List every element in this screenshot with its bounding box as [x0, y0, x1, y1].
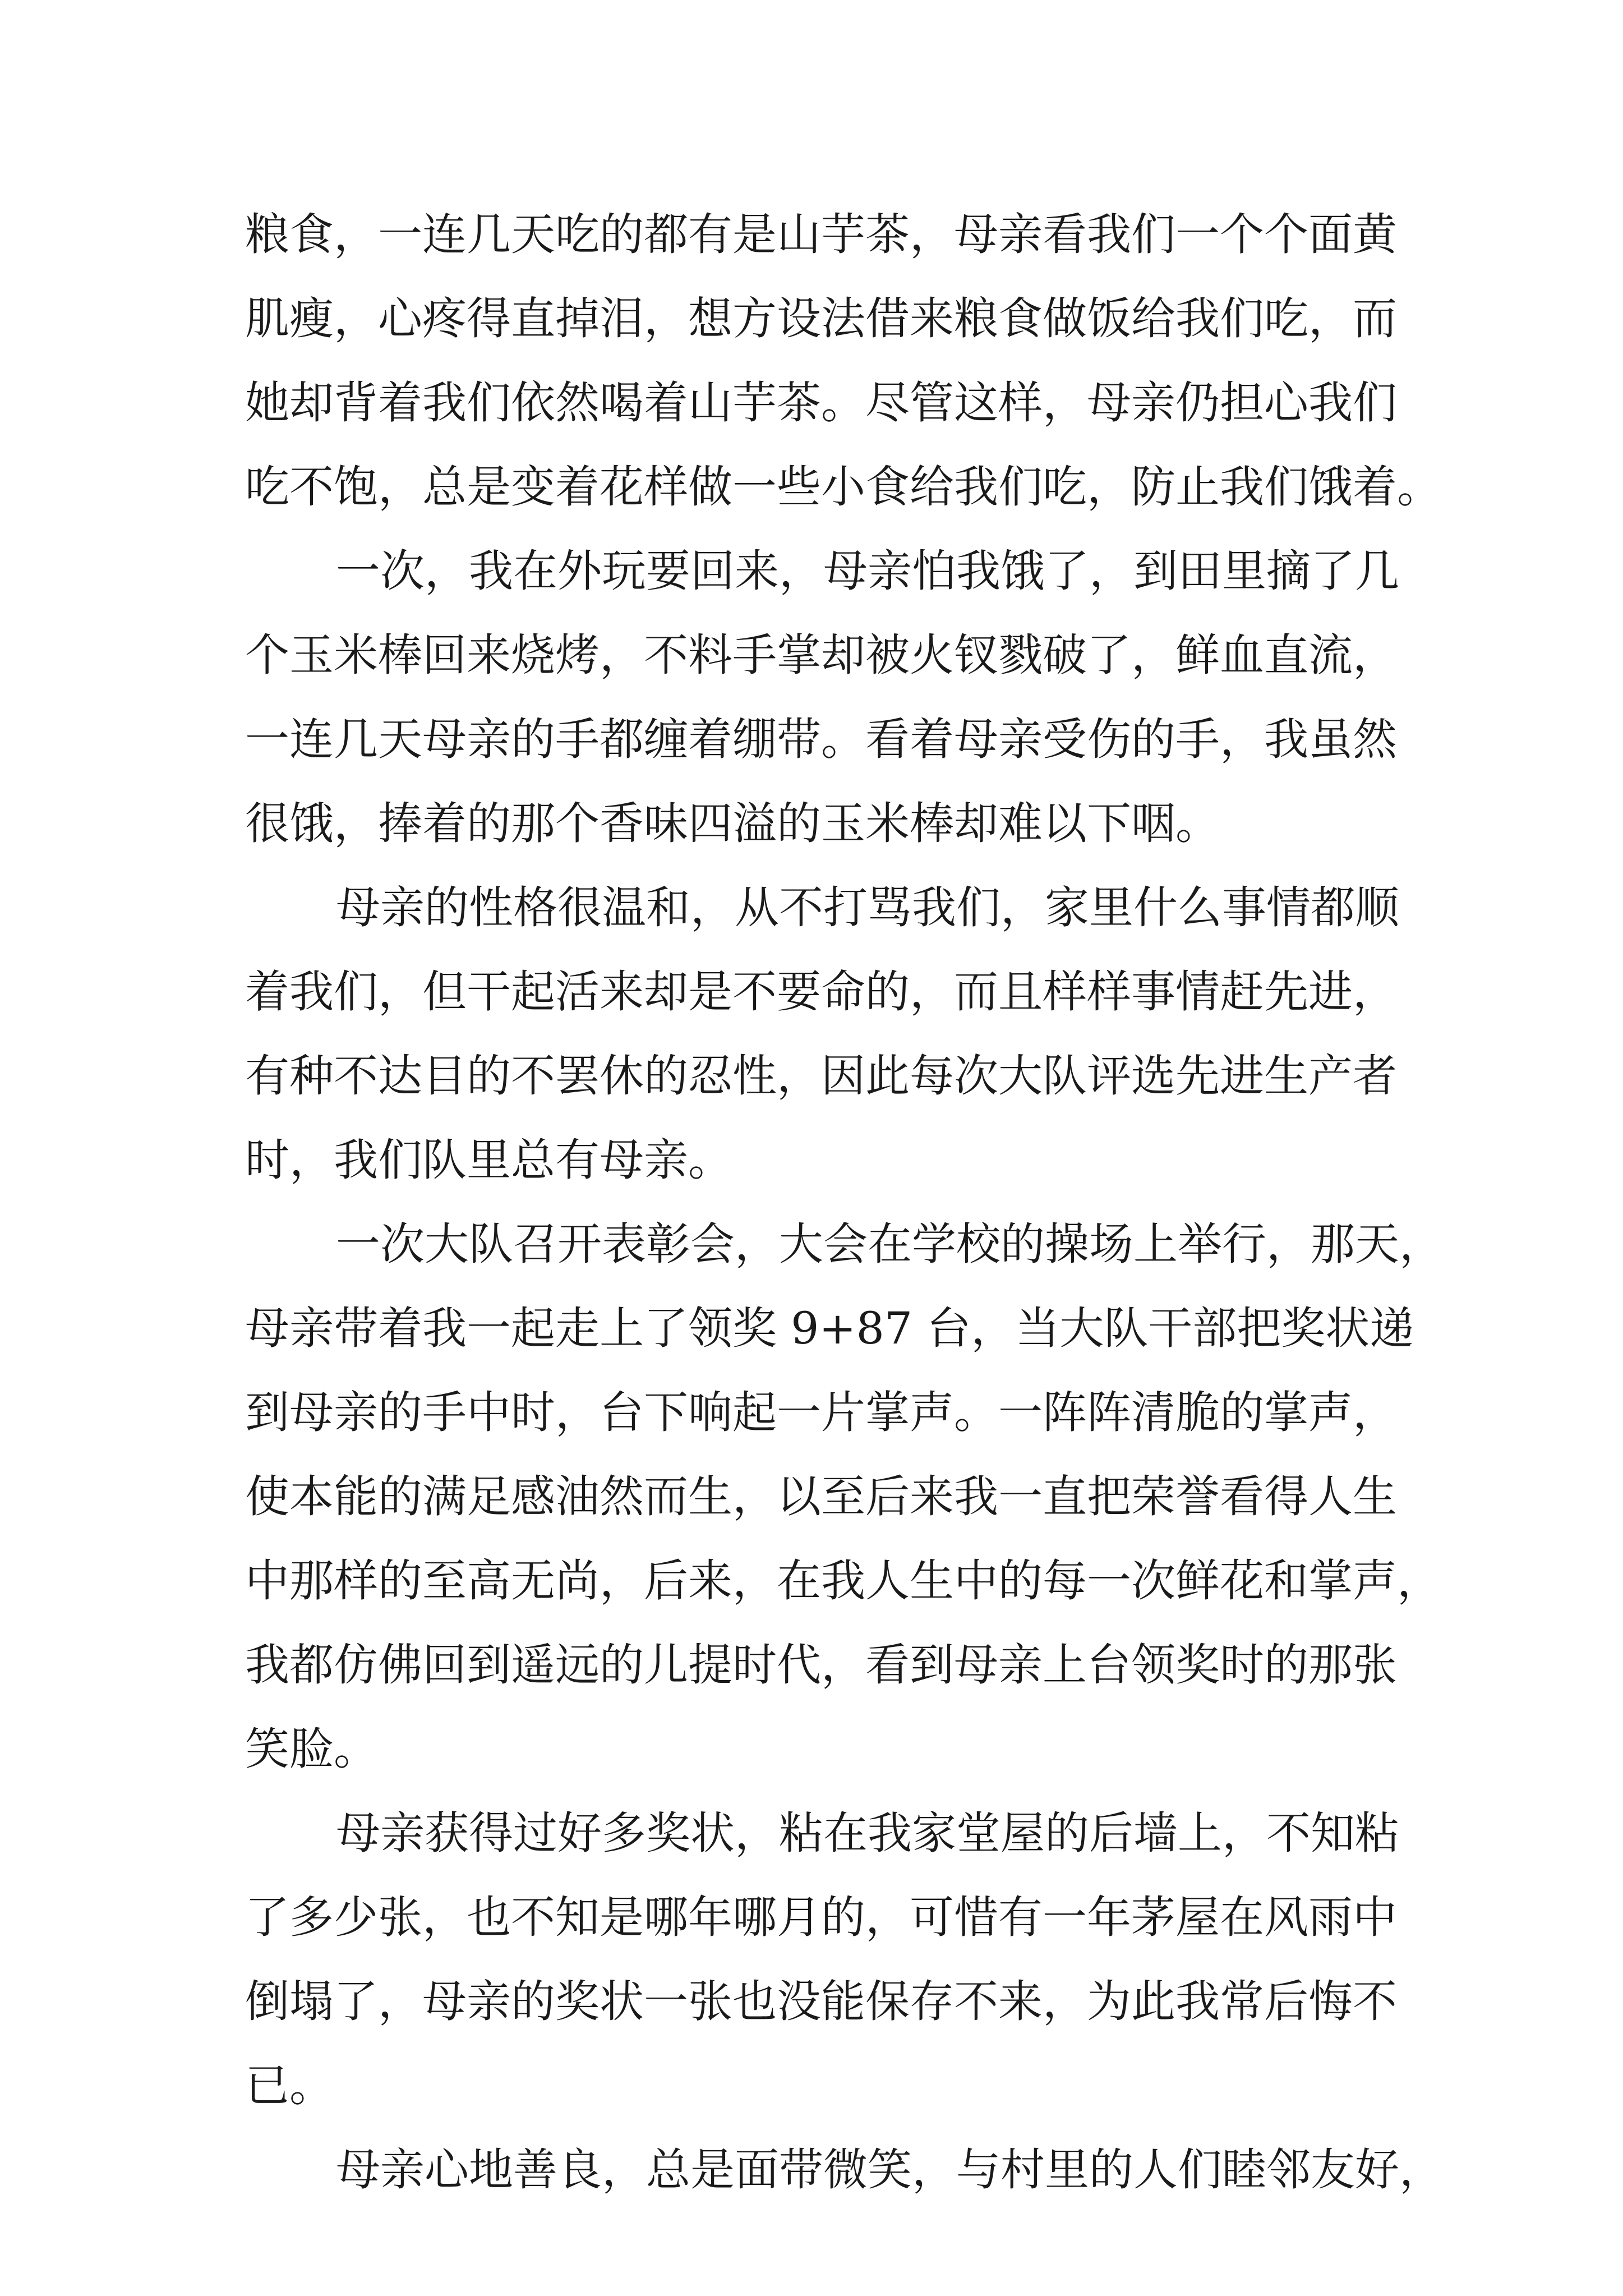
text-line: 倒塌了，母亲的奖状一张也没能保存不来，为此我常后悔不 [245, 1976, 1397, 2027]
text-line: 她却背着我们依然喝着山芋茶。尽管这样，母亲仍担心我们 [245, 377, 1397, 429]
text-line: 有种不达目的不罢休的忍性，因此每次大队评选先进生产者 [245, 1050, 1397, 1102]
text-line: 中那样的至高无尚，后来，在我人生中的每一次鲜花和掌声， [245, 1555, 1441, 1607]
text-line: 个玉米棒回来烧烤，不料手掌却被火钗戮破了，鲜血直流， [245, 629, 1397, 681]
paragraph-first-line: 母亲获得过好多奖状，粘在我家堂屋的后墙上，不知粘 [336, 1807, 1399, 1859]
paragraph-first-line: 母亲的性格很温和，从不打骂我们，家里什么事情都顺 [336, 882, 1399, 933]
text-line: 肌瘦，心疼得直掉泪，想方设法借来粮食做饭给我们吃，而 [245, 293, 1397, 344]
text-line: 母亲带着我一起走上了领奖 9+87 台，当大队干部把奖状递 [245, 1303, 1414, 1354]
text-line: 时，我们队里总有母亲。 [245, 1134, 732, 1186]
text-line: 吃不饱，总是变着花样做一些小食给我们吃，防止我们饿着。 [245, 461, 1441, 513]
text-line: 着我们，但干起活来却是不要命的，而且样样事情赶先进， [245, 966, 1397, 1018]
text-line: 一连几天母亲的手都缠着绷带。看着母亲受伤的手，我虽然 [245, 714, 1397, 765]
text-line: 很饿，捧着的那个香味四溢的玉米棒却难以下咽。 [245, 798, 1220, 849]
paragraph-first-line: 母亲心地善良，总是面带微笑，与村里的人们睦邻友好， [336, 2144, 1444, 2196]
text-line: 已。 [245, 2060, 334, 2111]
text-line: 了多少张，也不知是哪年哪月的，可惜有一年茅屋在风雨中 [245, 1892, 1397, 1943]
paragraph-first-line: 一次大队召开表彰会，大会在学校的操场上举行，那天， [336, 1218, 1444, 1270]
text-line: 我都仿佛回到遥远的儿提时代，看到母亲上台领奖时的那张 [245, 1639, 1397, 1691]
paragraph-first-line: 一次，我在外玩要回来，母亲怕我饿了，到田里摘了几 [336, 545, 1399, 597]
text-line: 粮食，一连几天吃的都有是山芋茶，母亲看我们一个个面黄 [245, 209, 1397, 260]
text-line: 笑脸。 [245, 1723, 378, 1775]
text-line: 使本能的满足感油然而生，以至后来我一直把荣誉看得人生 [245, 1471, 1397, 1522]
text-line: 到母亲的手中时，台下响起一片掌声。一阵阵清脆的掌声， [245, 1387, 1397, 1438]
